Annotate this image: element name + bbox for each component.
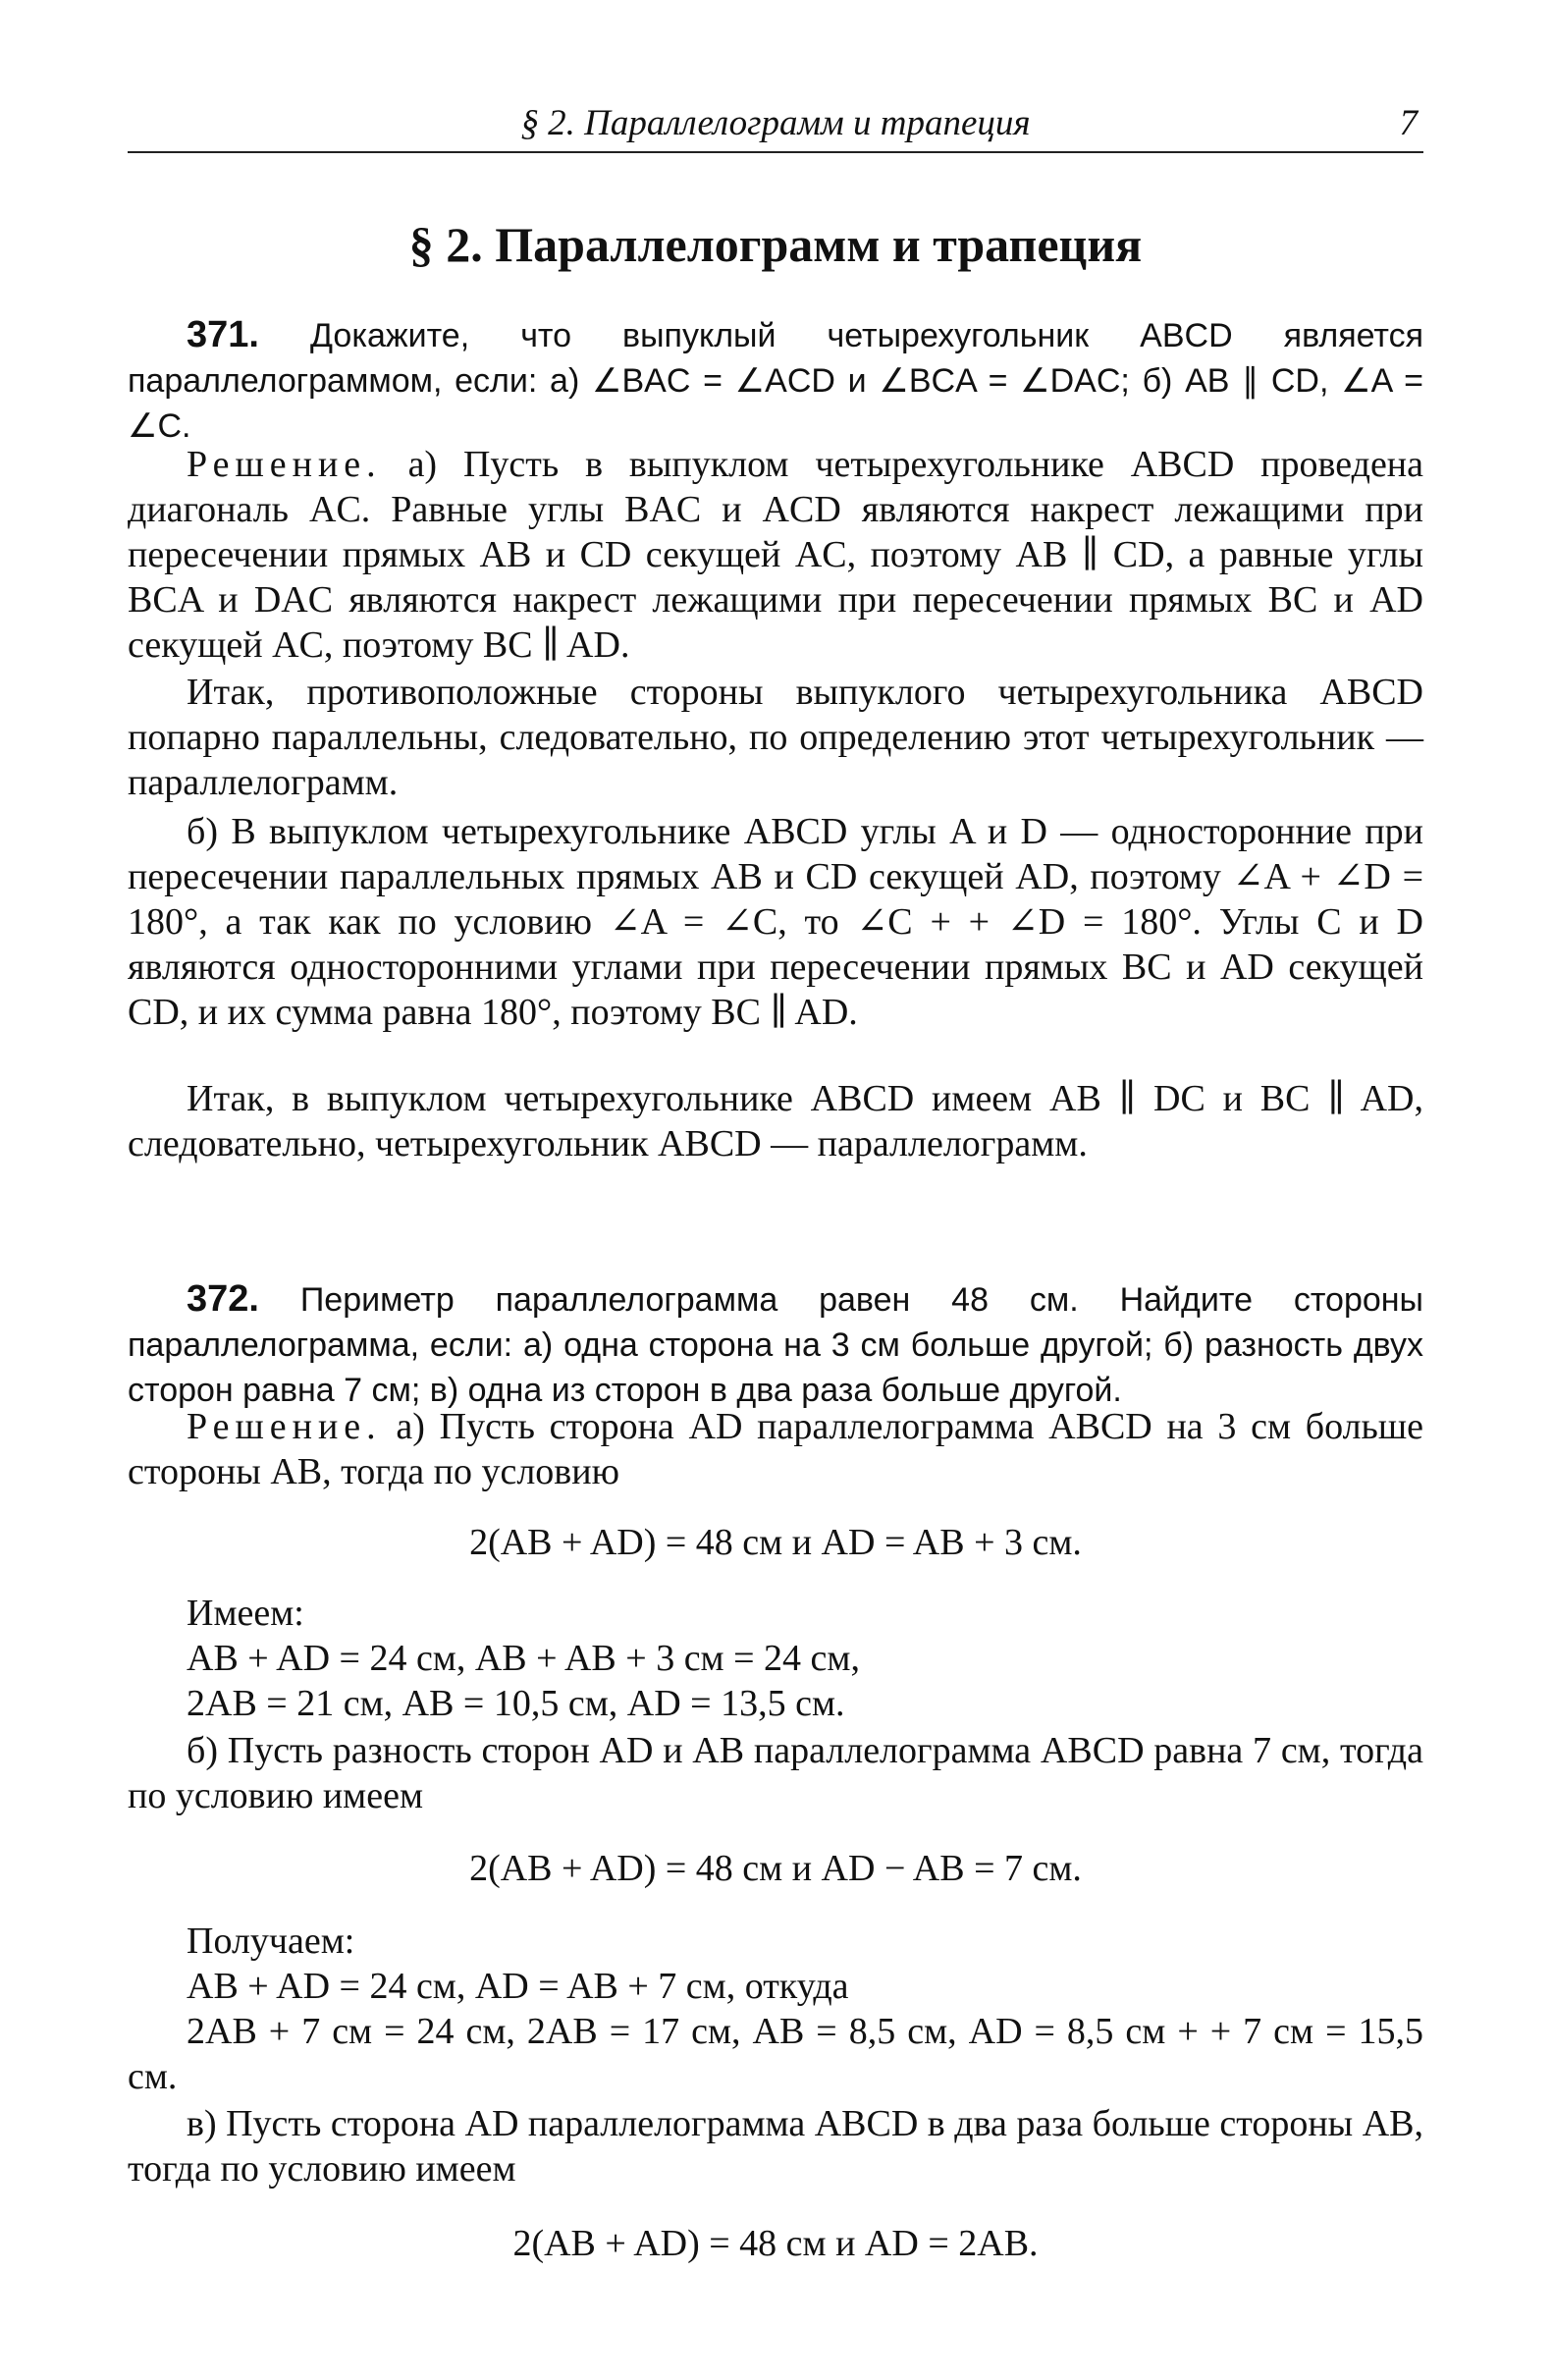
problem-372-solution-b: б) Пусть разность сторон AD и AB параллелограмма ABCD равна 7 см, тогда по условию имеем xyxy=(128,1730,1423,1816)
problem-371-solution-a xyxy=(128,442,1423,668)
problem-number: 372. xyxy=(187,1278,259,1320)
solution-label: Решение. xyxy=(187,444,382,485)
solution-text: а) Пусть в выпуклом четырехугольнике ABCD проведена диагональ AC. Равные углы BAC и ACD являются накрест лежащими при пересечении прямых AB и CD секущей AC, поэтому AB ∥ CD, а равные углы BCA и DAC являются накрест лежащими при пересечении прямых BC и AD секущей AC, поэтому BC ∥ AD. xyxy=(128,444,1424,666)
problem-372-solution-a xyxy=(128,1404,1423,1494)
running-header xyxy=(128,98,1423,153)
formula-b: 2(AB + AD) = 48 см и AD − AB = 7 см. xyxy=(469,1848,1082,1889)
formula-a: 2(AB + AD) = 48 см и AD = AB + 3 см. xyxy=(469,1522,1082,1563)
solution-text: а) Пусть сторона AD параллелограмма ABCD на 3 см больше стороны AB, тогда по условию xyxy=(128,1406,1424,1492)
running-title: § 2. Параллелограмм и трапеция xyxy=(520,103,1031,143)
problem-number: 371. xyxy=(187,314,259,355)
section-title: § 2. Параллелограмм и трапеция xyxy=(408,217,1143,272)
formula-c: 2(AB + AD) = 48 см и AD = 2AB. xyxy=(512,2223,1039,2264)
problem-371-conclusion-b: Итак, в выпуклом четырехугольнике ABCD имеем AB ∥ DC и BC ∥ AD, следовательно, четырехугольник ABCD — параллелограмм. xyxy=(128,1078,1423,1164)
problem-372-solution-c: в) Пусть сторона AD параллелограмма ABCD в два раза больше стороны AB, тогда по условию имеем xyxy=(128,2103,1423,2190)
calc-a2: 2AB = 21 см, AB = 10,5 см, AD = 13,5 см. xyxy=(187,1683,845,1724)
problem-372-statement xyxy=(128,1276,1423,1413)
problem-text: Докажите, что выпуклый четырехугольник ABCD является параллелограммом, если: а) ∠BAC = ∠ACD и ∠BCA = ∠DAC; б) AB ∥ CD, ∠A = ∠C. xyxy=(128,317,1423,445)
problem-371-solution-b: б) В выпуклом четырехугольнике ABCD углы A и D — односторонние при пересечении параллельных прямых AB и CD секущей AD, поэтому ∠A + ∠D = 180°, а так как по условию ∠A = ∠C, то ∠C + + ∠D = 180°. Углы C и D являются односторонними углами при пересечении прямых BC и AD секущей CD, и их сумма равна 180°, поэтому BC ∥ AD. xyxy=(128,811,1423,1033)
solution-label: Решение. xyxy=(187,1406,382,1447)
have-label: Имеем: xyxy=(187,1593,304,1634)
get-label: Получаем: xyxy=(187,1920,355,1962)
calc-a1: AB + AD = 24 см, AB + AB + 3 см = 24 см, xyxy=(187,1638,860,1679)
problem-371-conclusion-a: Итак, противоположные стороны выпуклого четырехугольника ABCD попарно параллельны, следовательно, по определению этот четырехугольник — параллелограмм. xyxy=(128,672,1423,803)
calc-b1: AB + AD = 24 см, AD = AB + 7 см, откуда xyxy=(187,1966,849,2007)
calc-b2: 2AB + 7 см = 24 см, 2AB = 17 см, AB = 8,5 см, AD = 8,5 см + + 7 см = 15,5 см. xyxy=(128,2011,1423,2097)
problem-text: Периметр параллелограмма равен 48 см. Найдите стороны параллелограмма, если: а) одна сторона на 3 см больше другой; б) разность двух сторон равна 7 см; в) одна из сторон в два раза больше другой. xyxy=(128,1281,1423,1409)
page-number: 7 xyxy=(1399,103,1418,143)
problem-371-statement xyxy=(128,312,1423,449)
